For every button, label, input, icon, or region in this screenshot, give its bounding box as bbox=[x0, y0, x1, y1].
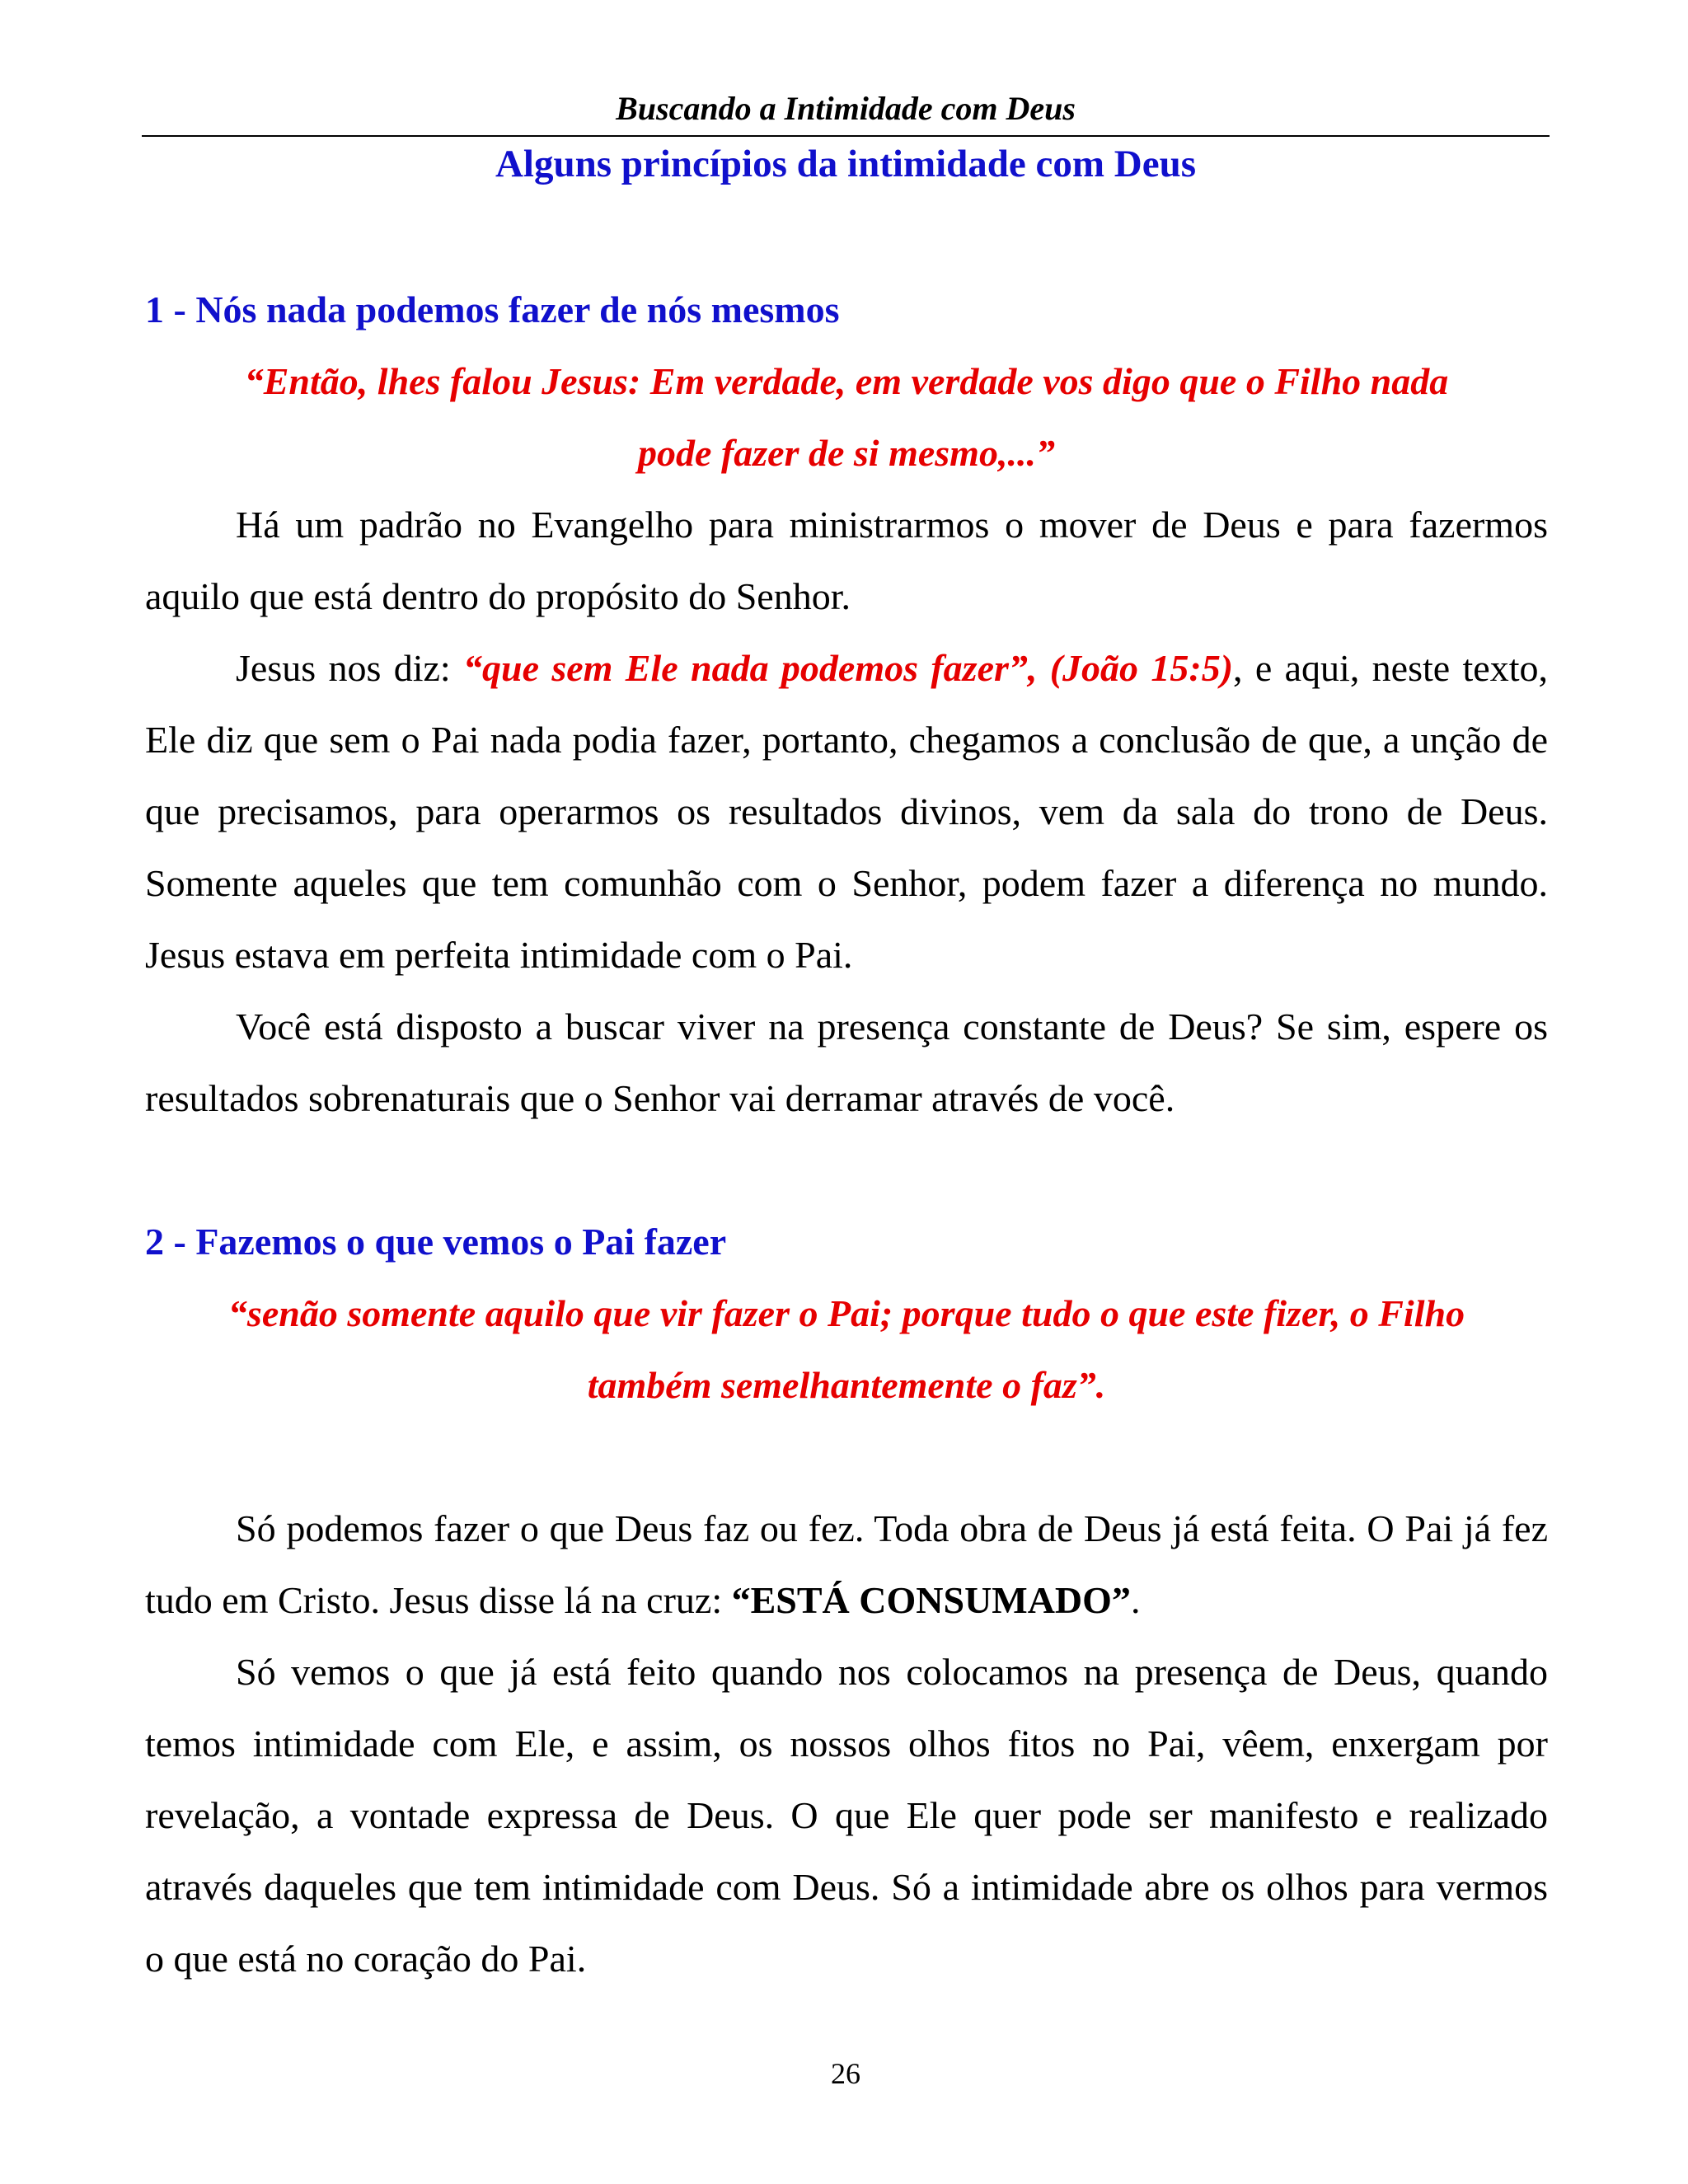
quote-line: pode fazer de si mesmo,...” bbox=[638, 432, 1055, 474]
scripture-reference: “que sem Ele nada podemos fazer”, (João 15:5) bbox=[463, 647, 1234, 689]
emphasis-text: “ESTÁ CONSUMADO” bbox=[731, 1579, 1131, 1621]
quote-line: “senão somente aquilo que vir fazer o Pai; porque tudo o que este fizer, o Filho bbox=[227, 1292, 1465, 1334]
scripture-quote-1 bbox=[145, 345, 1548, 489]
paragraph-text: Jesus nos diz: bbox=[236, 647, 464, 689]
spacer bbox=[145, 1134, 1548, 1206]
section-heading-1: 1 - Nós nada podemos fazer de nós mesmos bbox=[145, 288, 840, 330]
quote-line: “Então, lhes falou Jesus: Em verdade, em verdade vos digo que o Filho nada bbox=[244, 360, 1449, 402]
paragraph bbox=[145, 632, 1548, 991]
paragraph: Há um padrão no Evangelho para ministrarmos o mover de Deus e para fazermos aquilo que está dentro do propósito do Senhor. bbox=[145, 504, 1548, 617]
paragraph-text: , e aqui, neste texto, Ele diz que sem o Pai nada podia fazer, portanto, chegamos a conclusão de que, a unção de que precisamos, para operarmos os resultados divinos, vem da sala do trono de Deus. Somente aqueles que tem comunhão com o Senhor, podem fazer a diferença no mundo. Jesus estava em perfeita intimidade com o Pai. bbox=[145, 647, 1549, 976]
paragraph-text: Só podemos fazer o que Deus faz ou fez. Toda obra de Deus já está feita. O Pai já fez tudo em Cristo. Jesus disse lá na cruz: bbox=[145, 1507, 1548, 1621]
document-body bbox=[145, 274, 1548, 1994]
page-number: 26 bbox=[831, 2057, 860, 2090]
page-title: Alguns princípios da intimidade com Deus bbox=[495, 143, 1197, 185]
running-header: Buscando a Intimidade com Deus bbox=[616, 90, 1076, 127]
paragraph: Você está disposto a buscar viver na presença constante de Deus? Se sim, espere os resultados sobrenaturais que o Senhor vai derramar através de você. bbox=[145, 1005, 1548, 1119]
paragraph-text: . bbox=[1130, 1579, 1141, 1621]
quote-line: também semelhantemente o faz”. bbox=[587, 1364, 1106, 1406]
spacer bbox=[145, 1421, 1548, 1493]
paragraph bbox=[145, 1493, 1548, 1636]
section-heading-2: 2 - Fazemos o que vemos o Pai fazer bbox=[145, 1221, 727, 1263]
scripture-quote-2 bbox=[145, 1277, 1548, 1421]
paragraph: Só vemos o que já está feito quando nos colocamos na presença de Deus, quando temos intimidade com Ele, e assim, os nossos olhos fitos no Pai, vêem, enxergam por revelação, a vontade expressa de Deus. O que Ele quer pode ser manifesto e realizado através daqueles que tem intimidade com Deus. Só a intimidade abre os olhos para vermos o que está no coração do Pai. bbox=[145, 1651, 1548, 1980]
